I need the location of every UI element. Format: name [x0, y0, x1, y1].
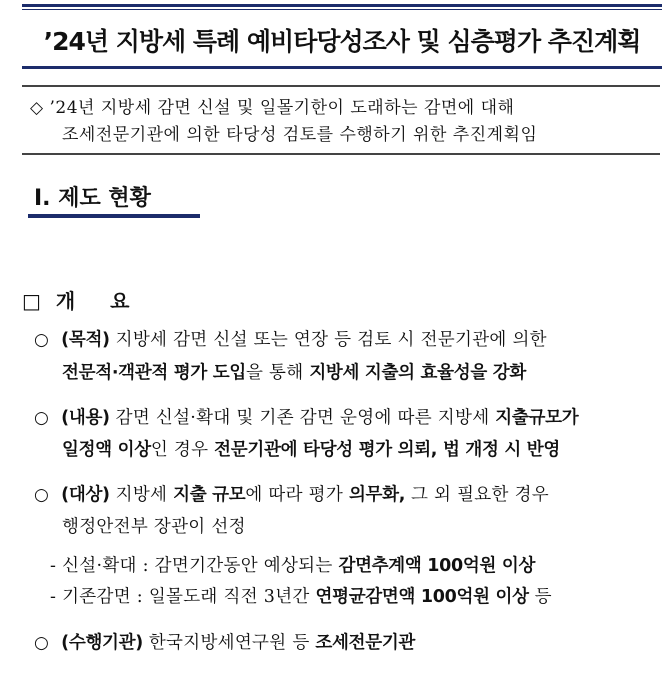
circle-bullet-icon: ○ — [34, 330, 50, 350]
summary-text-1: ’24년 지방세 감면 신설 및 일몰기한이 도래하는 감면에 대해 — [49, 98, 515, 118]
title-top-rule — [22, 4, 662, 7]
section-title: Ⅰ. 제도 현황 — [34, 186, 151, 211]
item-label: (내용) — [61, 408, 110, 428]
sub-item-existing — [50, 583, 552, 608]
dash-bullet-icon: - — [50, 587, 57, 607]
item-bold: 지방세 지출의 효율성을 강화 — [309, 363, 526, 383]
overview-heading-text: 개 요 — [55, 289, 144, 313]
item-text: 한국지방세연구원 등 — [142, 633, 316, 653]
item-text: 인 경우 — [150, 440, 215, 460]
item-bold: 전문기관에 타당성 평가 의뢰, 법 개정 시 반영 — [214, 440, 560, 460]
overview-heading — [22, 285, 143, 314]
section-underline — [28, 214, 200, 218]
list-item-target — [34, 481, 549, 506]
list-item-content — [34, 404, 578, 429]
list-item-agency — [34, 629, 415, 654]
item-bold: 지출 규모 — [173, 485, 246, 505]
title-top-rule-thin — [22, 9, 662, 10]
item-text: 감면 신설·확대 및 기존 감면 운영에 따른 지방세 — [109, 408, 496, 428]
sub-item-text: 신설·확대 : 감면기간동안 예상되는 — [56, 556, 339, 576]
item-text: 지방세 감면 신설 또는 연장 등 검토 시 전문기관에 의한 — [109, 330, 547, 350]
title-bottom-rule — [22, 66, 662, 69]
circle-bullet-icon: ○ — [34, 408, 50, 428]
list-item-purpose-cont — [62, 359, 526, 384]
summary-line-1 — [30, 93, 514, 118]
dash-bullet-icon: - — [50, 556, 57, 576]
sub-item-new — [50, 552, 535, 577]
item-bold: 일정액 이상 — [62, 440, 151, 460]
sub-item-bold: 감면추계액 100억원 이상 — [338, 556, 536, 576]
square-icon: □ — [22, 289, 41, 313]
sub-item-text: 등 — [528, 587, 552, 607]
item-bold: 전문적·객관적 평가 도입 — [62, 363, 246, 383]
item-label: (대상) — [61, 485, 110, 505]
item-label: (목적) — [61, 330, 110, 350]
list-item-content-cont — [62, 436, 560, 461]
item-text: 을 통해 — [245, 363, 310, 383]
item-label: (수행기관) — [61, 633, 143, 653]
item-bold: 지출규모가 — [495, 408, 579, 428]
circle-bullet-icon: ○ — [34, 633, 50, 653]
item-text: 그 외 필요한 경우 — [405, 485, 549, 505]
diamond-icon: ◇ — [30, 98, 44, 118]
list-item-purpose — [34, 326, 547, 351]
item-text: 지방세 — [109, 485, 174, 505]
circle-bullet-icon: ○ — [34, 485, 50, 505]
list-item-target-cont: 행정안전부 장관이 선정 — [62, 517, 246, 537]
sub-item-bold: 연평균감면액 100억원 이상 — [315, 587, 529, 607]
item-bold: 조세전문기관 — [315, 633, 416, 653]
sub-item-text: 기존감면 : 일몰도래 직전 3년간 — [56, 587, 316, 607]
item-text: 에 따라 평가 — [245, 485, 349, 505]
item-bold: 의무화, — [348, 485, 406, 505]
document-title: ’24년 지방세 특례 예비타당성조사 및 심층평가 추진계획 — [43, 27, 641, 56]
summary-line-2: 조세전문기관에 의한 타당성 검토를 수행하기 위한 추진계획임 — [62, 125, 538, 145]
